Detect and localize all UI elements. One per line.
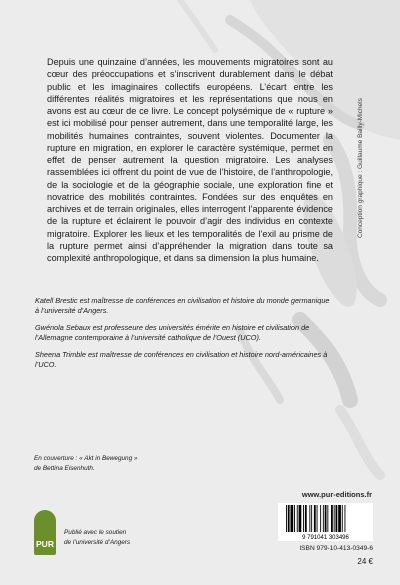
barcode-bars <box>278 503 373 541</box>
barcode-bar <box>342 505 343 532</box>
barcode-bar <box>334 505 335 532</box>
barcode-bar <box>311 505 312 532</box>
author-bio: Sheena Trimble est maîtresse de conférences en civilisation et histoire nord-américaines à l’UCO. <box>35 349 328 369</box>
publisher-logo <box>34 510 56 555</box>
barcode-bar <box>325 505 327 532</box>
barcode-bar <box>323 505 324 532</box>
author-bio: Katell Brestic est maîtresse de conférences en civilisation et histoire du monde germanique à l’université d’Angers. <box>35 296 330 315</box>
barcode-bar <box>294 505 295 532</box>
barcode-bar <box>305 505 307 532</box>
authors-bios <box>35 296 335 376</box>
back-cover-summary: Depuis une quinzaine d’années, les mouvements migratoires sont au cœur des préoccupations et s’inscrivent durablement dans le débat public et les imaginaires collectifs européens. L’écart entre les différentes réalités migratoires et les représentations que nous en avons est au cœur de ce livre. Le concept polysémique de « rupture » est ici mobilisé pour penser autrement, dans une temporalité large, les mobilités humaines contraintes, souvent violentes. Documenter la rupture en migration, en explorer le caractère systémique, permet en effet de penser autrement la question migratoire. Les analyses rassemblées ici offrent du point de vue de l’histoire, de l’anthropologie, de la sociologie et de la géographie sociale, une exploration fine et novatrice des mobilités contraintes. Fondées sur des enquêtes en archives et de terrain originales, elles interrogent l’apparente évidence de la rupture et éclairent le pouvoir d’agir des individus en contexte migratoire. Explorer les lieux et les temporalités de l’exil au prisme de la rupture permet ainsi d’appréhender la migration dans toute sa complexité anthropologique, et dans sa dimension la plus humaine. <box>47 57 333 263</box>
design-credit: Conception graphique : Guillaume Bailly-Michels <box>357 98 364 238</box>
cover-credit <box>34 454 194 473</box>
author-bio: Gwénola Sebaux est professeure des universités émérite en histoire et civilisation de l’Allemagne contemporaine à l’université catholique de l’Ouest (UCO). <box>35 323 310 343</box>
barcode-bar <box>331 505 333 532</box>
barcode-digits: 9 791041 303496 <box>302 535 349 541</box>
barcode-bar <box>299 505 302 532</box>
barcode <box>278 503 373 541</box>
support-line: de l’université d’Angers <box>64 539 131 546</box>
publisher-website[interactable]: www.pur-editions.fr <box>301 490 372 499</box>
barcode-bar <box>314 505 316 532</box>
publisher-support-note <box>64 528 184 548</box>
barcode-bar <box>286 505 287 532</box>
price: 24 € <box>357 557 373 566</box>
barcode-bar <box>327 505 328 532</box>
barcode-bar <box>297 505 298 532</box>
cover-credit-line: En couverture : « Akt in Bewegung » <box>34 455 138 462</box>
barcode-bar <box>320 505 321 532</box>
cover-credit-line: de Bettina Eisenhuth. <box>34 464 95 472</box>
barcode-bar <box>288 505 290 532</box>
barcode-bar <box>345 505 346 532</box>
barcode-bar <box>317 505 318 532</box>
isbn-number: ISBN 979-10-413-0349-6 <box>299 545 373 552</box>
barcode-bar <box>336 505 338 532</box>
barcode-bar <box>309 505 310 532</box>
support-line: Publié avec le soutien <box>64 529 127 536</box>
barcode-bar <box>291 505 294 532</box>
barcode-bar <box>303 505 304 532</box>
barcode-bar <box>338 505 341 532</box>
publisher-logo-text: PUR <box>36 539 54 549</box>
